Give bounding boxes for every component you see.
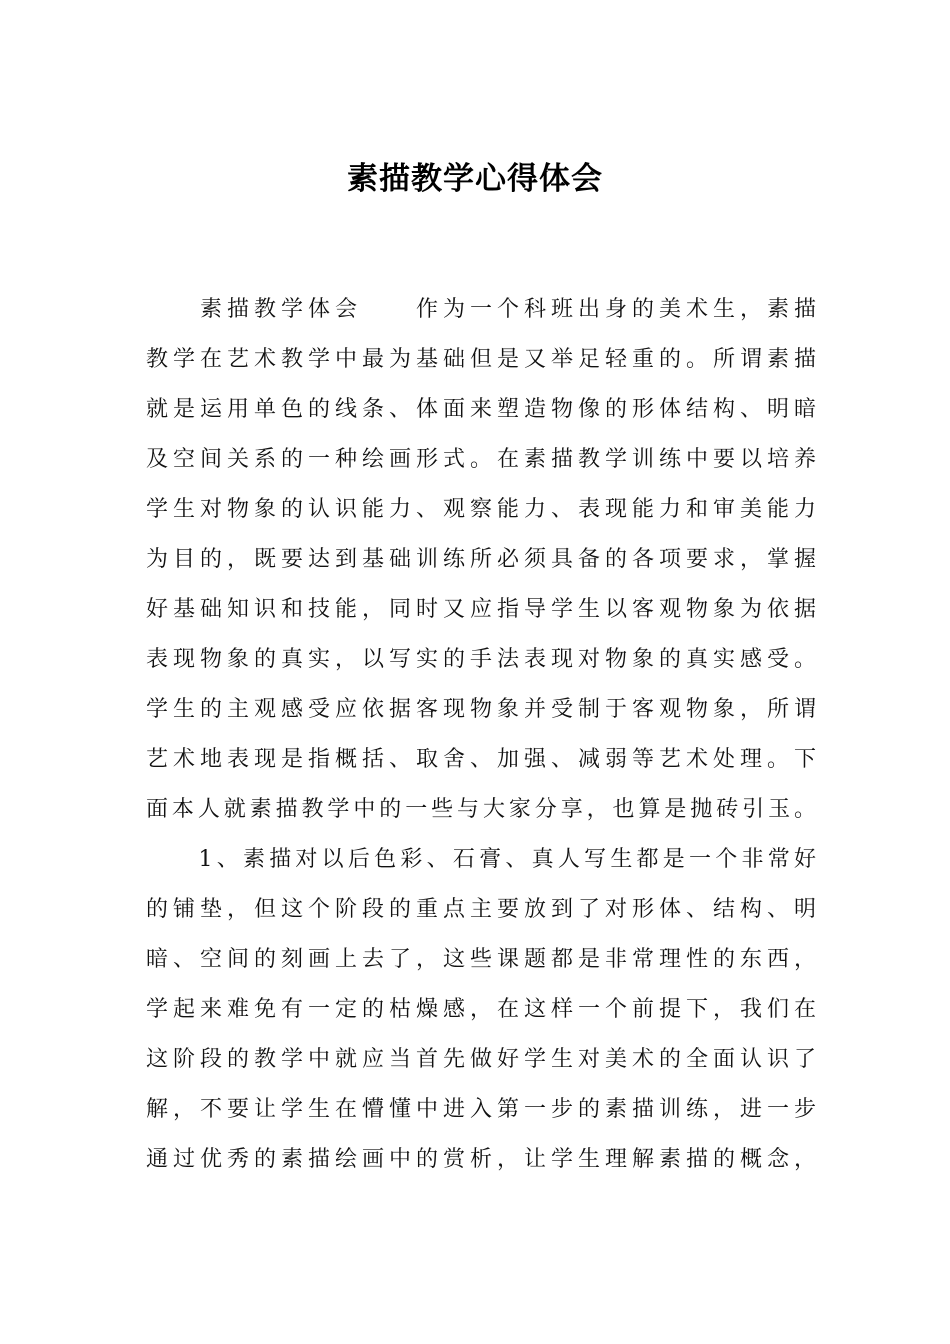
document-body bbox=[146, 285, 816, 1185]
text-line: 面本人就素描教学中的一些与大家分享，也算是抛砖引玉。 bbox=[146, 797, 816, 822]
text-line: 艺术地表现是指概括、取舍、加强、减弱等艺术处理。下 bbox=[146, 747, 816, 772]
text-line: 学生的主观感受应依据客现物象并受制于客观物象，所谓 bbox=[146, 697, 816, 722]
text-line: 这阶段的教学中就应当首先做好学生对美术的全面认识了 bbox=[146, 1047, 816, 1072]
text-line: 及空间关系的一种绘画形式。在素描教学训练中要以培养 bbox=[146, 447, 816, 472]
document-title: 素描教学心得体会 bbox=[347, 161, 603, 197]
text-line: 学起来难免有一定的枯燥感，在这样一个前提下，我们在 bbox=[146, 997, 816, 1022]
text-line: 教学在艺术教学中最为基础但是又举足轻重的。所谓素描 bbox=[146, 347, 816, 372]
text-line: 素描教学体会 作为一个科班出身的美术生，素描 bbox=[146, 297, 816, 322]
text-line: 的铺垫，但这个阶段的重点主要放到了对形体、结构、明 bbox=[146, 897, 816, 922]
text-line: 表现物象的真实，以写实的手法表现对物象的真实感受。 bbox=[146, 647, 816, 672]
text-line: 好基础知识和技能，同时又应指导学生以客观物象为依据 bbox=[146, 597, 816, 622]
text-line: 通过优秀的素描绘画中的赏析，让学生理解素描的概念， bbox=[146, 1147, 816, 1172]
text-line: 暗、空间的刻画上去了，这些课题都是非常理性的东西， bbox=[146, 947, 816, 972]
text-line: 1、素描对以后色彩、石膏、真人写生都是一个非常好 bbox=[146, 847, 816, 872]
text-line: 学生对物象的认识能力、观察能力、表现能力和审美能力 bbox=[146, 497, 816, 522]
text-line: 解，不要让学生在懵懂中进入第一步的素描训练，进一步 bbox=[146, 1097, 816, 1122]
text-line: 为目的，既要达到基础训练所必须具备的各项要求，掌握 bbox=[146, 547, 816, 572]
text-line: 就是运用单色的线条、体面来塑造物像的形体结构、明暗 bbox=[146, 397, 816, 422]
